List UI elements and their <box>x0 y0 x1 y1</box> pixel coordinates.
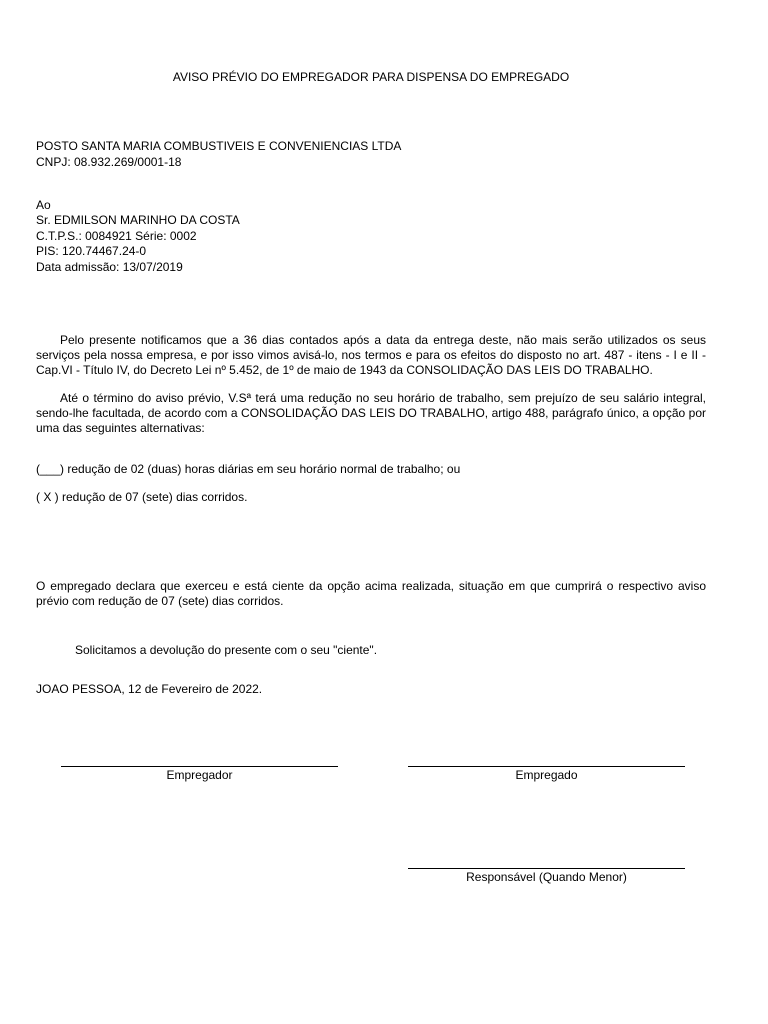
employer-name: POSTO SANTA MARIA COMBUSTIVEIS E CONVENIENCIAS LTDA <box>36 139 402 153</box>
place-date: JOAO PESSOA, 12 de Fevereiro de 2022. <box>36 682 263 696</box>
return-request: Solicitamos a devolução do presente com o seu "ciente". <box>75 643 378 657</box>
notice-paragraph-text: Pelo presente notificamos que a 36 dias contados após a data da entrega deste, não mais serão utilizados os seus serviços pela nossa empresa, e por isso vimos avisá-lo, nos termos e para os efeitos do disposto no art. 487 - itens - I e II - Cap.VI - Título IV, do Decreto Lei nº 5.452, de 1º de maio de 1943 da CONSOLIDAÇÃO DAS LEIS DO TRABALHO. <box>36 333 706 377</box>
alternatives-paragraph <box>36 391 706 436</box>
employee-declaration: O empregado declara que exerceu e está ciente da opção acima realizada, situação em que cumprirá o respectivo aviso prévio com redução de 07 (sete) dias corridos. <box>36 579 706 608</box>
option-days-reduction: ( X ) redução de 07 (sete) dias corridos. <box>36 490 248 504</box>
recipient-name: Sr. EDMILSON MARINHO DA COSTA <box>36 213 240 227</box>
recipient-salutation: Ao <box>36 198 51 212</box>
recipient-admission: Data admissão: 13/07/2019 <box>36 260 183 274</box>
notice-paragraph <box>36 333 706 378</box>
employee-signature-line <box>408 766 685 767</box>
recipient-ctps: C.T.P.S.: 0084921 Série: 0002 <box>36 229 197 243</box>
employer-signature-line <box>61 766 338 767</box>
document-title: AVISO PRÉVIO DO EMPREGADOR PARA DISPENSA DO EMPREGADO <box>172 70 570 84</box>
employer-cnpj: CNPJ: 08.932.269/0001-18 <box>36 155 182 169</box>
guardian-signature-line <box>408 868 685 869</box>
alternatives-paragraph-text: Até o término do aviso prévio, V.Sª terá uma redução no seu horário de trabalho, sem prejuízo de seu salário integral, sendo-lhe facultada, de acordo com a CONSOLIDAÇÃO DAS LEIS DO TRABALHO, artigo 488, parágrafo único, a opção por uma das seguintes alternativas: <box>36 391 706 435</box>
option-hours-reduction: (___) redução de 02 (duas) horas diárias em seu horário normal de trabalho; ou <box>36 462 461 476</box>
recipient-pis: PIS: 120.74467.24-0 <box>36 244 147 258</box>
guardian-signature-label: Responsável (Quando Menor) <box>466 870 627 884</box>
employer-signature-label: Empregador <box>166 768 233 782</box>
employee-signature-label: Empregado <box>515 768 578 782</box>
